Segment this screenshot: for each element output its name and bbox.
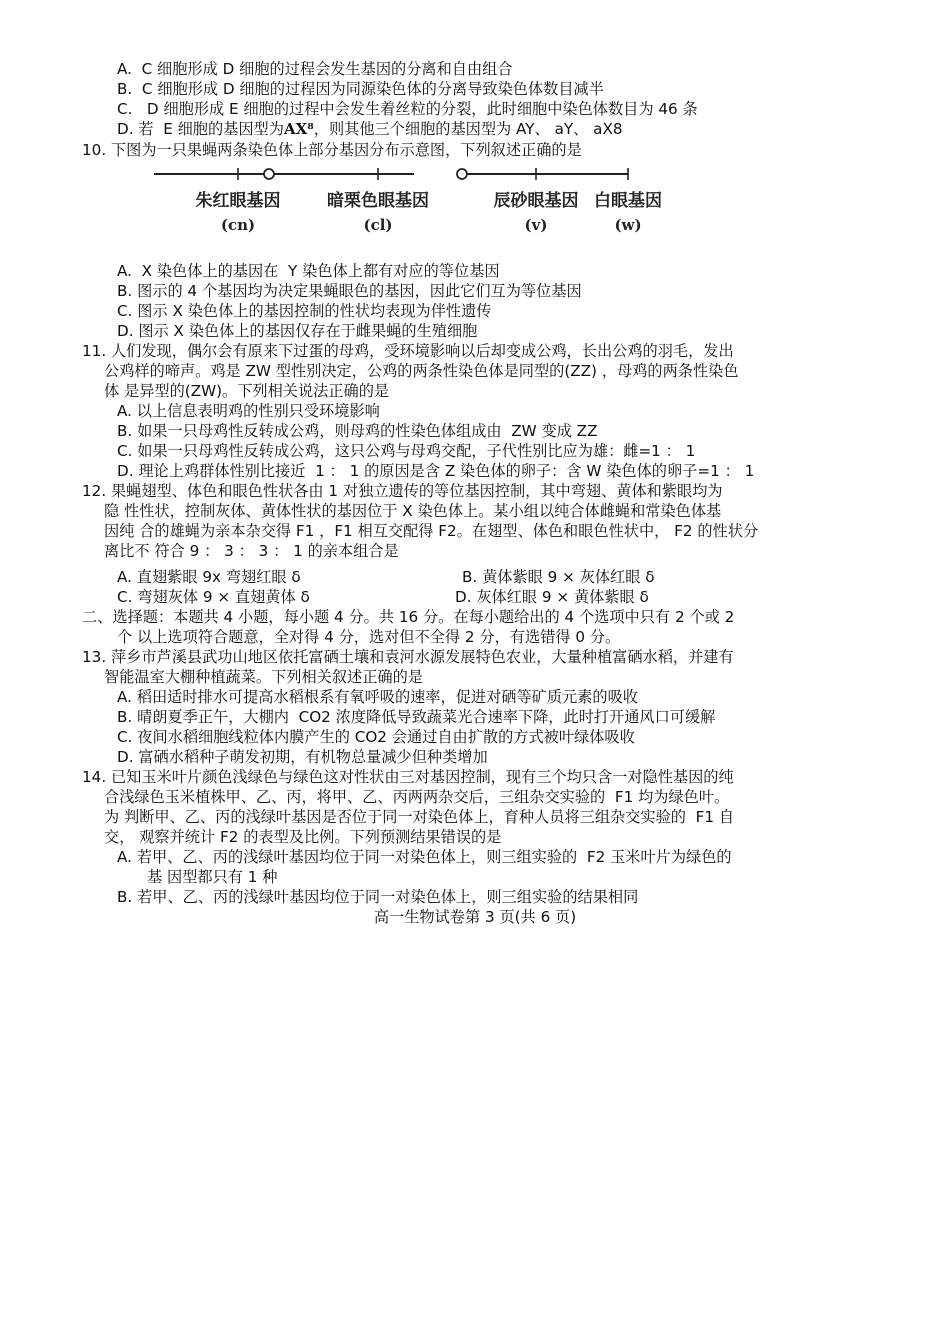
q13-option-a: A. 稻田适时排水可提高水稻根系有氧呼吸的速率，促进对硒等矿质元素的吸收 — [117, 688, 638, 706]
q13-option-c: C. 夜间水稻细胞线粒体内膜产生的 CO2 会通过自由扩散的方式被叶绿体吸收 — [117, 728, 635, 746]
q13-stem-line2: 智能温室大棚种植蔬菜。下列相关叙述正确的是 — [104, 668, 423, 686]
gene-label-cn: 朱红眼基因 — [195, 191, 281, 211]
q9-option-a: A. C 细胞形成 D 细胞的过程会发生基因的分离和自由组合 — [117, 60, 513, 78]
q14-stem-line2: 合浅绿色玉米植株甲、乙、丙，将甲、乙、丙两两杂交后，三组杂交实验的 F1 均为绿色叶。 — [104, 788, 730, 806]
q14-stem-line1: 14. 已知玉米叶片颜色浅绿色与绿色这对性状由三对基因控制，现有三个均只含一对隐性基因的纯 — [82, 768, 734, 786]
q13-option-d: D. 富硒水稻种子萌发初期，有机物总量减少但种类增加 — [117, 748, 488, 766]
q11-option-d: D. 理论上鸡群体性别比接近 1 ： 1 的原因是含 Z 染色体的卵子：含 W 染色体的卵子=1 ： 1 — [117, 462, 755, 480]
q9-option-b: B. C 细胞形成 D 细胞的过程因为同源染色体的分离导致染色体数目减半 — [117, 80, 604, 98]
q10-option-c: C. 图示 X 染色体上的基因控制的性状均表现为伴性遗传 — [117, 302, 492, 320]
q11-option-b: B. 如果一只母鸡性反转成公鸡，则母鸡的性染色体组成由 ZW 变成 ZZ — [117, 422, 598, 440]
chromosome-gene-diagram — [150, 160, 670, 240]
q11-stem-line2: 公鸡样的啼声。鸡是 ZW 型性别决定，公鸡的两条性染色体是同型的(ZZ) ，母鸡的两条性染色 — [104, 362, 739, 380]
q12-option-b: B. 黄体紫眼 9 × 灰体红眼 δ — [462, 568, 655, 586]
q14-option-a-line1: A. 若甲、乙、丙的浅绿叶基因均位于同一对染色体上，则三组实验的 F2 玉米叶片为绿色的 — [117, 848, 732, 866]
gene-abbr-cn: (cn) — [220, 216, 256, 234]
gene-label-w: 白眼基因 — [594, 191, 662, 211]
q9-option-c: C. D 细胞形成 E 细胞的过程中会发生着丝粒的分裂，此时细胞中染色体数目为 46 条 — [117, 100, 698, 118]
section-2-instructions-line2: 个 以上选项符合题意，全对得 4 分，选对但不全得 2 分，有选错得 0 分。 — [117, 628, 621, 646]
page-footer: 高一生物试卷第 3 页(共 6 页) — [373, 908, 577, 926]
q9-option-d — [117, 120, 623, 138]
q10-option-b: B. 图示的 4 个基因均为决定果蝇眼色的基因，因此它们互为等位基因 — [117, 282, 582, 300]
gene-abbr-cl: (cl) — [363, 216, 393, 234]
q10-stem: 10. 下图为一只果蝇两条染色体上部分基因分布示意图，下列叙述正确的是 — [82, 141, 582, 159]
q11-stem-line3: 体 是异型的(ZW)。下列相关说法正确的是 — [104, 382, 390, 400]
gene-label-v: 辰砂眼基因 — [493, 191, 579, 211]
centromere-right-icon — [457, 169, 467, 179]
centromere-left-icon — [264, 169, 274, 179]
q12-option-c: C. 弯翅灰体 9 × 直翅黄体 δ — [117, 588, 310, 606]
q13-option-b: B. 晴朗夏季正午，大棚内 CO2 浓度降低导致蔬菜光合速率下降，此时打开通风口可缓解 — [117, 708, 716, 726]
q12-stem-line3: 因纯 合的雄蝇为亲本杂交得 F1 ，F1 相互交配得 F2。在翅型、体色和眼色性状中， F2 的性状分 — [104, 522, 759, 540]
q14-option-a-line2: 基 因型都只有 1 种 — [147, 868, 278, 886]
q12-stem-line1: 12. 果蝇翅型、体色和眼色性状各由 1 对独立遗传的等位基因控制，其中弯翅、黄体和紫眼均为 — [82, 482, 723, 500]
q9-option-d-suffix: ，则其他三个细胞的基因型为 AY、 aY、 aX8 — [313, 120, 623, 138]
q10-option-d: D. 图示 X 染色体上的基因仅存在于雌果蝇的生殖细胞 — [117, 322, 478, 340]
q10-option-a: A. X 染色体上的基因在 Y 染色体上都有对应的等位基因 — [117, 262, 500, 280]
q11-option-a: A. 以上信息表明鸡的性别只受环境影响 — [117, 402, 380, 420]
q9-genotype: AX⁸ — [283, 120, 314, 138]
q11-stem-line1: 11. 人们发现，偶尔会有原来下过蛋的母鸡，受环境影响以后却变成公鸡，长出公鸡的羽毛，发出 — [82, 342, 734, 360]
q12-stem-line4: 离比不 符合 9 ： 3 ： 3 ： 1 的亲本组合是 — [104, 542, 399, 560]
q12-option-d: D. 灰体红眼 9 × 黄体紫眼 δ — [455, 588, 649, 606]
q13-stem-line1: 13. 萍乡市芦溪县武功山地区依托富硒土壤和袁河水源发展特色农业，大量种植富硒水稻，并建有 — [82, 648, 734, 666]
gene-label-cl: 暗栗色眼基因 — [327, 191, 429, 211]
gene-abbr-w: (w) — [614, 216, 642, 234]
q14-stem-line4: 交， 观察并统计 F2 的表型及比例。下列预测结果错误的是 — [104, 828, 502, 846]
section-2-instructions-line1: 二、选择题：本题共 4 小题，每小题 4 分。共 16 分。在每小题给出的 4 个选项中只有 2 个或 2 — [82, 608, 735, 626]
gene-abbr-v: (v) — [524, 216, 548, 234]
q11-option-c: C. 如果一只母鸡性反转成公鸡，这只公鸡与母鸡交配，子代性别比应为雄：雌=1 ： 1 — [117, 442, 696, 460]
q9-option-d-prefix: D. 若 E 细胞的基因型为 — [117, 120, 284, 138]
q12-stem-line2: 隐 性性状，控制灰体、黄体性状的基因位于 X 染色体上。某小组以纯合体雌蝇和常染色体基 — [104, 502, 722, 520]
q12-option-a: A. 直翅紫眼 9x 弯翅红眼 δ — [117, 568, 301, 586]
q14-stem-line3: 为 判断甲、乙、丙的浅绿叶基因是否位于同一对染色体上，育种人员将三组杂交实验的 F1 自 — [104, 808, 735, 826]
q14-option-b: B. 若甲、乙、丙的浅绿叶基因均位于同一对染色体上，则三组实验的结果相同 — [117, 888, 639, 906]
